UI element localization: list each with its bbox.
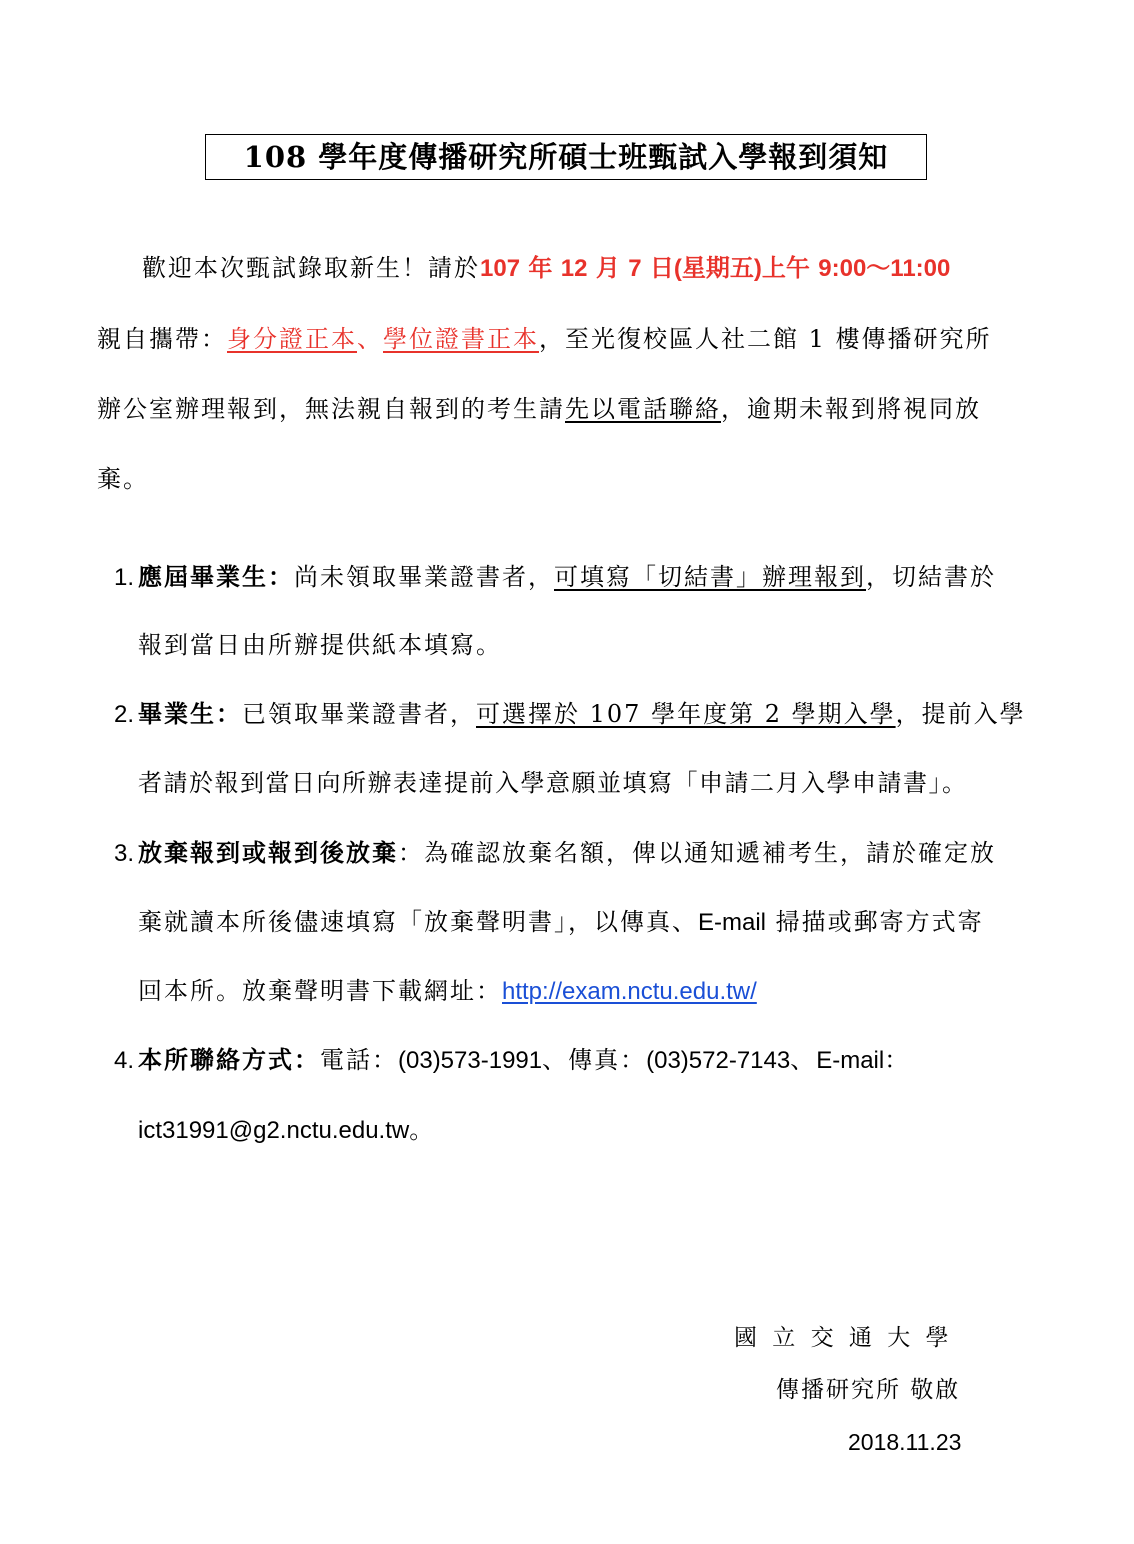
item-number: 4. — [113, 1047, 134, 1074]
item-3-line-3: 回本所。放棄聲明書下載網址：http://exam.nctu.edu.tw/ — [138, 977, 757, 1005]
intro-line-3: 辦公室辦理報到，無法親自報到的考生請先以電話聯絡，逾期未報到將視同放 — [97, 395, 981, 423]
item-2-line-2: 者請於報到當日向所辦表達提前入學意願並填寫「申請二月入學申請書」。 — [138, 769, 968, 797]
required-degree-certificate: 學位證書正本 — [383, 325, 539, 353]
phone-number: (03)573-1991 — [398, 1047, 543, 1074]
item-heading: 畢業生： — [138, 699, 242, 728]
phone-first-note: 先以電話聯絡 — [565, 395, 721, 423]
intro-line-4: 棄。 — [97, 465, 149, 493]
required-id-card: 身分證正本 — [227, 325, 357, 353]
signature-date: 2018.11.23 — [848, 1429, 962, 1455]
item-heading: 本所聯絡方式： — [138, 1045, 320, 1074]
intro-welcome-text: 歡迎本次甄試錄取新生！請於 — [142, 254, 480, 282]
item-3-line-1: 3. 放棄報到或報到後放棄：為確認放棄名額，俾以通知遞補考生，請於確定放 — [104, 836, 996, 871]
item-number: 1. — [113, 564, 134, 591]
item-2-line-1: 2. 畢業生：已領取畢業證書者，可選擇於 107 學年度第 2 學期入學，提前入學 — [104, 697, 1026, 732]
signature-org: 國 立 交 通 大 學 — [734, 1325, 953, 1351]
item-number: 3. — [113, 840, 134, 867]
fax-number: (03)572-7143 — [646, 1047, 791, 1074]
intro-line-2: 親自攜帶：身分證正本、學位證書正本，至光復校區人社二館 1 樓傳播研究所 — [97, 325, 992, 353]
item-3-line-2: 棄就讀本所後儘速填寫「放棄聲明書」，以傳真、E-mail 掃描或郵寄方式寄 — [138, 908, 984, 936]
signature-dept: 傳播研究所 敬啟 — [776, 1377, 961, 1403]
item-1-line-2: 報到當日由所辦提供紙本填寫。 — [138, 631, 502, 659]
item-1-line-1: 1. 應屆畢業生：尚未領取畢業證書者，可填寫「切結書」辦理報到，切結書於 — [104, 560, 996, 595]
document-title: 108 學年度傳播研究所碩士班甄試入學報到須知 — [205, 134, 927, 180]
item-4-line-1: 4. 本所聯絡方式：電話：(03)573-1991、傳真：(03)572-7143、E-mail： — [104, 1043, 910, 1078]
item-4-line-2: ict31991@g2.nctu.edu.tw。 — [138, 1116, 436, 1144]
intro-line-1 — [142, 251, 950, 286]
download-link[interactable]: http://exam.nctu.edu.tw/ — [502, 978, 757, 1005]
item-heading: 應屆畢業生： — [138, 562, 294, 591]
item-heading: 放棄報到或報到後放棄 — [138, 838, 398, 867]
report-date-time: 107 年 12 月 7 日(星期五)上午 9:00～11:00 — [480, 253, 951, 282]
item-number: 2. — [113, 701, 134, 728]
contact-email: ict31991@g2.nctu.edu.tw — [138, 1117, 410, 1144]
